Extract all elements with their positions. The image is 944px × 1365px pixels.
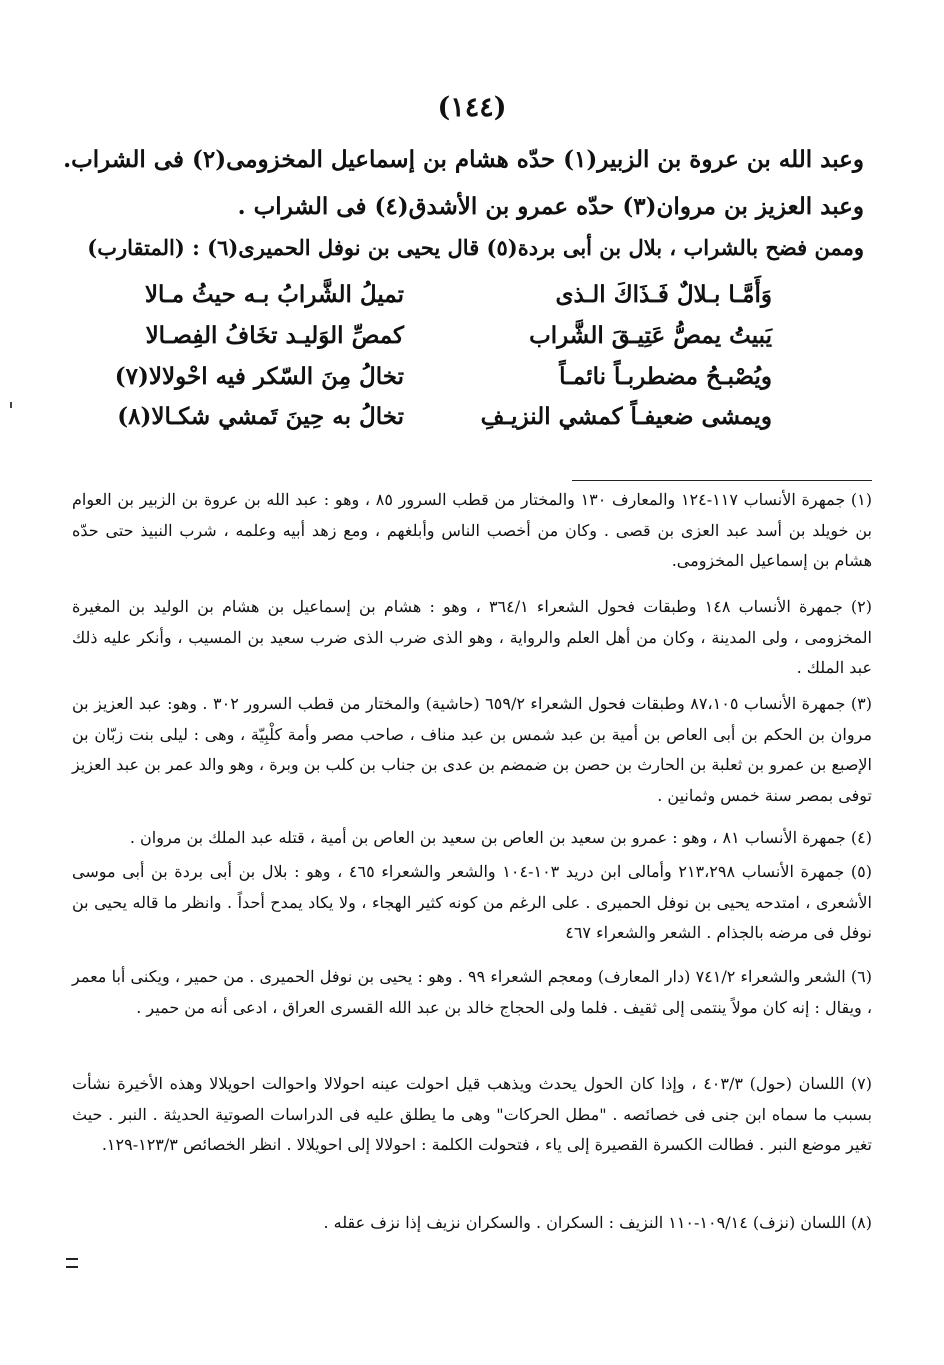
verse-1-second-hemistich: تميلُ الشَّرابُ بـه حيثُ مـالا	[144, 281, 404, 308]
verse-3-second-hemistich: تخالُ مِنَ السّكر فيه احْولالا(٧)	[114, 363, 404, 390]
verse-1-first-hemistich: وَأَمَّـا بـلالٌ فَـذَاكَ الـذى	[555, 281, 772, 308]
footnote-2: (٢) جمهرة الأنساب ١٤٨ وطبقات فحول الشعراء ٣٦٤/١ ، وهو : هشام بن إسماعيل بن هشام بن الوليد بن المغيرة المخزومى ، ولى المدينة ، وكان من أهل العلم والرواية ، وهو الذى ضرب الذى ضرب سعيد بن المسيب ، وأنكر عليه ذلك عبد الملك .	[72, 597, 872, 677]
verse-4-second-hemistich: تخالُ به حِينَ تَمشي شكـالا(٨)	[117, 403, 404, 430]
verse-4-first-hemistich: ويمشى ضعيفـاً كمشي النزيـفِ	[480, 403, 772, 430]
body-line-2: وعبد العزيز بن مروان(٣) حدّه عمرو بن الأشدق(٤) فى الشراب .	[237, 193, 864, 220]
footnote-divider	[572, 480, 872, 481]
footnote-7: (٧) اللسان (حول) ٤٠٣/٣ ، وإذا كان الحول يحدث ويذهب قيل احولت عينه احولالا واحوالت احويلالا وهذه الأخيرة نشأت بسبب ما سماه ابن جنى فى خصائصه . "مطل الحركات" وهى ما يطلق عليه فى الدراسات الصوتية الحديثة . النبر . حيث تغير موضع النبر . فطالت الكسرة القصيرة إلى ياء ، فتحولت الكلمة : احولالا إلى احويلالا . انظر الخصائص ١٢٣/٣-١٢٩.	[72, 1074, 873, 1154]
body-line-1: وعبد الله بن عروة بن الزبير(١) حدّه هشام بن إسماعيل المخزومى(٢) فى الشراب.	[63, 146, 864, 173]
verse-2-first-hemistich: يَبيتُ يمصُّ عَتِيـقَ الشَّراب	[529, 322, 772, 349]
footnote-3: (٣) جمهرة الأنساب ٨٧،١٠٥ وطبقات فحول الشعراء ٦٥٩/٢ (حاشية) والمختار من قطب السرور ٣٠٢ . وهو: عبد العزيز بن مروان بن الحكم بن أبى العاص بن أمية بن عبد شمس بن عبد مناف ، صاحب مصر وأمة كلْبِيّة ، وهى : ليلى بنت زبّان بن الإصبع بن عمرو بن ثعلبة بن الحارث بن حصن بن ضمضم بن عدى بن جناب بن كلب بن وبرة ، وهو والد عمر بن عبد العزيز توفى بمصر سنة خمس وثمانين .	[72, 694, 873, 805]
verse-3-first-hemistich: ويُصْبـحُ مضطربـاً نائمـاً	[559, 363, 772, 390]
footnote-6: (٦) الشعر والشعراء ٧٤١/٢ (دار المعارف) ومعجم الشعراء ٩٩ . وهو : يحيى بن نوفل الحميرى . من حمير ، ويكنى أبا معمر ، ويقال : إنه كان مولاً ينتمى إلى ثقيف . فلما ولى الحجاج خالد بن عبد الله القسرى العراق ، ادعى أنه من حمير .	[72, 967, 872, 1017]
page-number: (١٤٤)	[437, 92, 507, 123]
footnote-1: (١) جمهرة الأنساب ١١٧-١٢٤ والمعارف ١٣٠ والمختار من قطب السرور ٨٥ ، وهو : عبد الله بن عروة بن الزبير بن العوام بن خويلد بن أسد عبد العزى بن قصى . وكان من أخصب الناس وأبلغهم ، ومع زهد أبيه وعلمه ، شرب النبيذ حتى حدّه هشام بن إسماعيل المخزومى.	[72, 490, 873, 570]
footnote-4: (٤) جمهرة الأنساب ٨١ ، وهو : عمرو بن سعيد بن العاص بن سعيد بن العاص بن أمية ، قتله عبد الملك بن مروان .	[129, 828, 872, 847]
end-mark	[66, 1258, 78, 1268]
footnote-5: (٥) جمهرة الأنساب ٢١٣،٢٩٨ وأمالى ابن دريد ١٠٣-١٠٤ والشعر والشعراء ٤٦٥ ، وهو : بلال بن أبى بردة بن أبى موسى الأشعرى ، امتدحه يحيى بن نوفل الحميرى . على الرغم من كونه كثير الهجاء ، ولا يكاد يمدح أحداً . وانظر ما قاله يحيى بن نوفل فى مرضه بالجذام . الشعر والشعراء ٤٦٧	[72, 862, 872, 942]
footnote-8: (٨) اللسان (نزف) ١٠٩/١٤-١١٠ النزيف : السكران . والسكران نزيف إذا نزف عقله .	[323, 1213, 872, 1232]
scan-edge-mark	[10, 402, 12, 408]
verse-2-second-hemistich: كمصِّ الوَليـد تخَافُ الفِصـالا	[145, 322, 404, 349]
body-line-3: وممن فضح بالشراب ، بلال بن أبى بردة(٥) قال يحيى بن نوفل الحميرى(٦) : (المتقارب)	[87, 235, 864, 260]
